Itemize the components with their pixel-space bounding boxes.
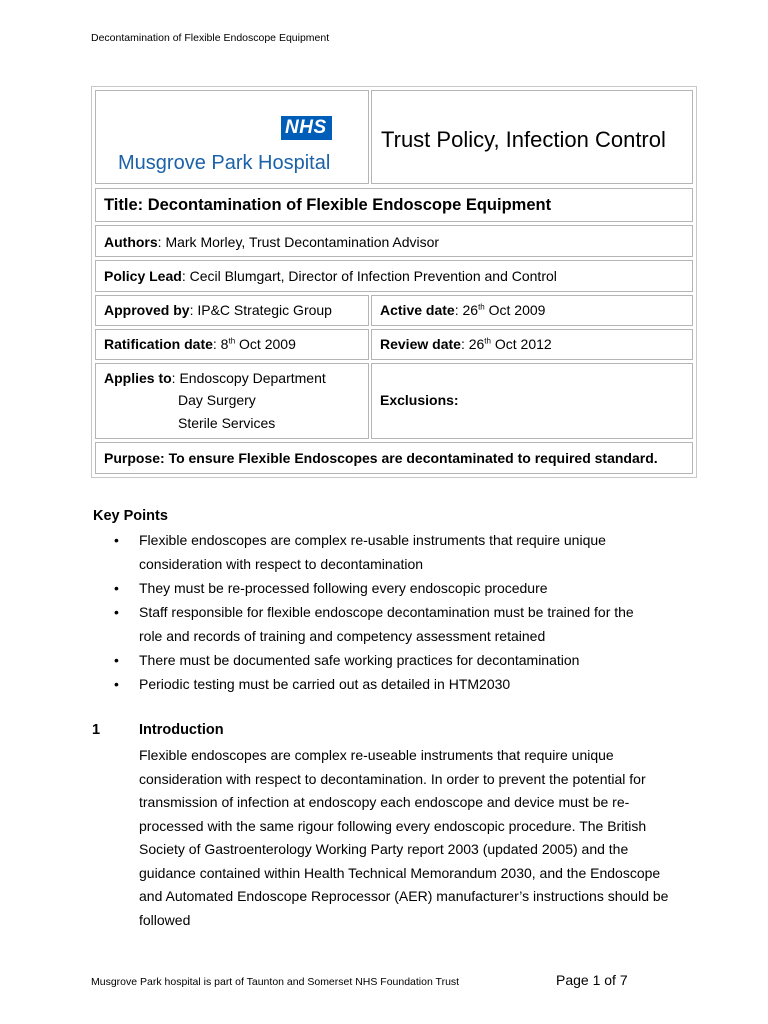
- key-points-heading: Key Points: [93, 508, 168, 524]
- running-header: Decontamination of Flexible Endoscope Equipment: [91, 32, 330, 44]
- active-date-month-year: Oct 2009: [484, 302, 546, 318]
- ratification-date: [104, 336, 296, 352]
- list-item: • They must be re-processed following every endoscopic procedure: [100, 576, 660, 600]
- purpose: Purpose: To ensure Flexible Endoscopes are decontaminated to required standard.: [104, 450, 658, 466]
- policy-title: Title: Decontamination of Flexible Endoscope Equipment: [104, 196, 552, 214]
- footer-text: Musgrove Park hospital is part of Taunton and Somerset NHS Foundation Trust: [91, 976, 460, 988]
- authors-value: : Mark Morley, Trust Decontamination Advisor: [157, 234, 440, 250]
- hospital-name: Musgrove Park Hospital: [118, 152, 331, 174]
- list-item: • Staff responsible for flexible endoscope decontamination must be trained for the role and records of training and competency assessment retained: [100, 600, 660, 648]
- ratification-day: : 8: [212, 336, 229, 352]
- approved-by-cell: [95, 295, 369, 326]
- logo-cell: [95, 90, 369, 184]
- applies-to: [104, 370, 326, 386]
- exclusions-label: Exclusions:: [380, 392, 459, 408]
- approved-by-value: : IP&C Strategic Group: [189, 302, 332, 318]
- policy-lead-row: [95, 260, 693, 292]
- approved-by: [104, 302, 332, 318]
- approved-by-label: Approved by: [104, 302, 190, 318]
- list-item: • Flexible endoscopes are complex re-usable instruments that require unique consideration with respect to decontamination: [100, 528, 660, 576]
- list-item: • Periodic testing must be carried out as detailed in HTM2030: [100, 672, 660, 696]
- title-row: [95, 188, 693, 222]
- applies-to-cell: [95, 363, 369, 439]
- active-date-day: : 26: [454, 302, 479, 318]
- active-date: [380, 302, 545, 318]
- ratification-suffix: th: [228, 336, 236, 346]
- review-date-cell: [371, 329, 693, 360]
- active-date-suffix: th: [478, 302, 485, 312]
- review-month-year: Oct 2012: [490, 336, 552, 352]
- review-label: Review date: [380, 336, 461, 352]
- authors-row: [95, 225, 693, 257]
- ratification-cell: [95, 329, 369, 360]
- policy-lead-label: Policy Lead: [104, 268, 182, 284]
- applies-to-item: : Endoscopy Department: [171, 370, 326, 386]
- section-body: Flexible endoscopes are complex re-useable instruments that require unique consideration with respect to decontamination. In order to prevent the potential for transmission of infection at endoscopy each endoscope and device must be re-processed with the same rigour following every endoscopic procedure. The British Society of Gastroenterology Working Party report 2003 (updated 2005) and the guidance contained within Health Technical Memorandum 2030, and the Endoscope and Automated Endoscope Reprocessor (AER) manufacturer’s instructions should be followed: [139, 747, 669, 928]
- review-suffix: th: [484, 336, 491, 346]
- review-day: : 26: [460, 336, 485, 352]
- purpose-row: [95, 442, 693, 474]
- list-item: • There must be documented safe working practices for decontamination: [100, 648, 660, 672]
- policy-lead-value: : Cecil Blumgart, Director of Infection Prevention and Control: [181, 268, 557, 284]
- applies-to-label: Applies to: [104, 370, 172, 386]
- authors: [104, 234, 439, 250]
- review-date: [380, 336, 552, 352]
- policy-type: Trust Policy, Infection Control: [381, 127, 666, 152]
- ratification-label: Ratification date: [104, 336, 213, 352]
- section-title: Introduction: [139, 722, 224, 738]
- policy-lead: [104, 268, 557, 284]
- section-number: 1: [92, 722, 101, 738]
- applies-to-item: Sterile Services: [178, 415, 276, 431]
- active-date-cell: [371, 295, 693, 326]
- key-points-list: [100, 528, 660, 696]
- applies-to-item: Day Surgery: [178, 392, 256, 408]
- policy-type-cell: [371, 90, 693, 184]
- active-date-label: Active date: [380, 302, 455, 318]
- ratification-month-year: Oct 2009: [235, 336, 296, 352]
- exclusions-cell: [371, 363, 693, 439]
- authors-label: Authors: [104, 234, 158, 250]
- nhs-logo: NHS: [281, 116, 332, 140]
- page-number: Page 1 of 7: [556, 972, 628, 988]
